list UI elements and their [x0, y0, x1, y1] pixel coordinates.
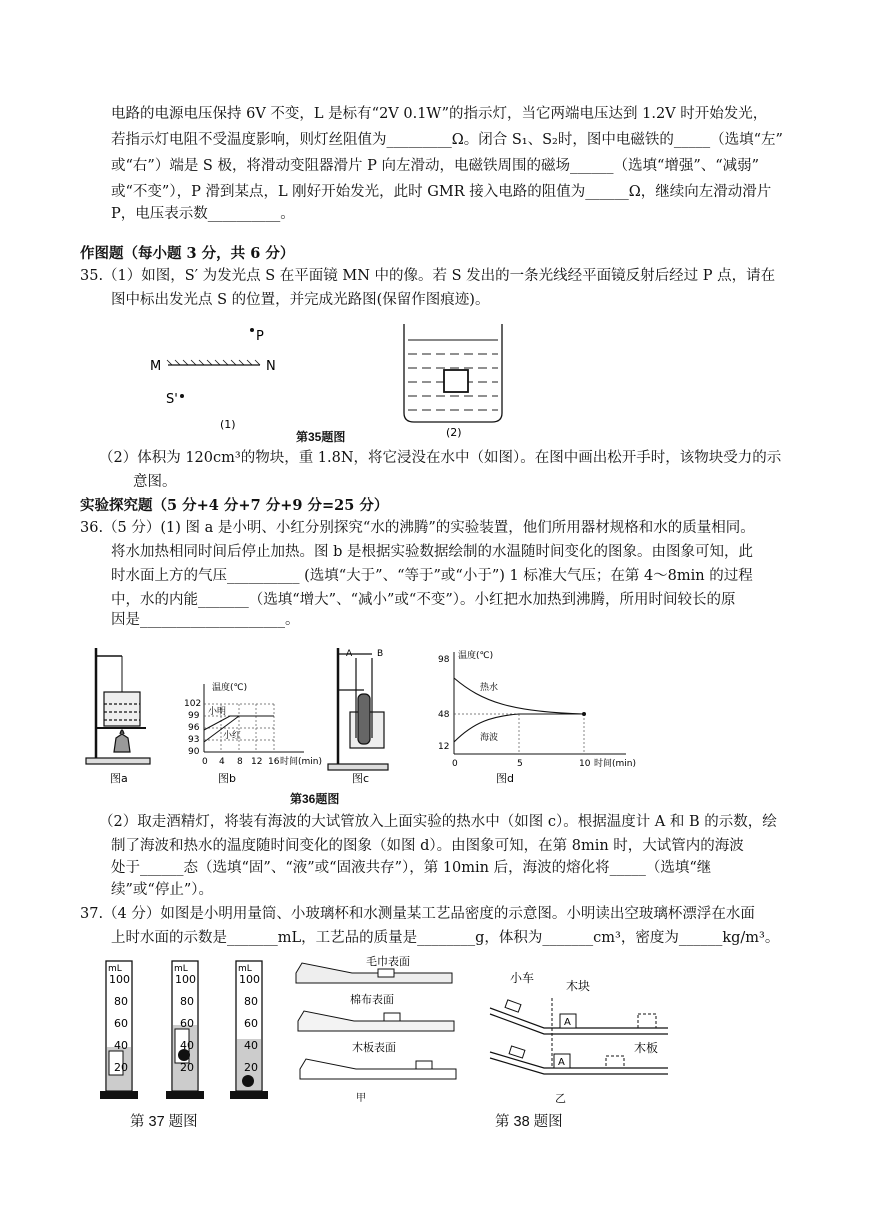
chart-d-ytick: 98 — [438, 655, 450, 665]
fig-c-label: 图c — [352, 772, 370, 785]
chart-d-ylabel: 温度(℃) — [458, 651, 494, 661]
chart-b-xtick: 16 — [268, 757, 280, 767]
thermometer-a-label: A — [346, 649, 353, 659]
svg-text:80: 80 — [114, 995, 128, 1008]
svg-text:80: 80 — [180, 995, 194, 1008]
svg-text:80: 80 — [244, 995, 258, 1008]
chart-b-ytick: 102 — [184, 699, 202, 709]
thermometer-b-label: B — [377, 649, 384, 659]
ramp-wood — [300, 1040, 456, 1079]
svg-text:40: 40 — [244, 1039, 258, 1052]
svg-text:棉布表面: 棉布表面 — [350, 993, 394, 1006]
svg-text:100: 100 — [109, 973, 130, 986]
section-drawing-heading: 作图题（每小题 3 分，共 6 分） — [80, 245, 295, 262]
svg-text:mL: mL — [238, 964, 252, 974]
svg-text:100: 100 — [239, 973, 260, 986]
fig35-1-label: (1) — [220, 418, 236, 431]
figure-38-jia — [292, 955, 472, 1105]
svg-text:60: 60 — [114, 1017, 128, 1030]
figure-37 — [96, 955, 286, 1115]
svg-text:40: 40 — [114, 1039, 128, 1052]
svg-text:40: 40 — [180, 1039, 194, 1052]
chart-d-xtick: 5 — [517, 759, 523, 769]
figure-36 — [82, 642, 642, 790]
image-s-label: S' — [166, 392, 178, 407]
section-experiment-heading: 实验探究题（5 分+4 分+7 分+9 分=25 分） — [80, 497, 389, 514]
car-label: 小车 — [510, 971, 535, 985]
chart-d — [438, 649, 636, 769]
fig35-2-label: (2) — [446, 426, 462, 439]
cylinder-1 — [100, 961, 138, 1099]
q36-line3: 时水面上方的气压__________ (选填“大于”、“等于”或“小于”) 1 标准大气压；在第 4～8min 的过程 — [111, 568, 753, 584]
chart-d-ytick: 12 — [438, 742, 450, 752]
chart-b-xlabel: 时间(min) — [280, 757, 322, 767]
svg-text:20: 20 — [114, 1061, 128, 1074]
chart-b-xtick: 12 — [251, 757, 263, 767]
fig38-jia-label: 甲 — [356, 1093, 366, 1104]
q37-line2: 上时水面的示数是_______mL，工艺品的质量是________g，体积为_______cm³，密度为______kg/m³。 — [111, 930, 780, 946]
chart-d-series-wave: 海波 — [480, 733, 499, 743]
mirror-n-label: N — [266, 359, 276, 374]
svg-text:mL: mL — [174, 964, 188, 974]
board-label: 木板 — [634, 1041, 659, 1055]
chart-b-series-hong: 小红 — [223, 731, 242, 741]
chart-d-ytick: 48 — [438, 710, 450, 720]
svg-text:A: A — [558, 1057, 565, 1068]
chart-d-series-hot: 热水 — [480, 683, 499, 693]
q36-line2: 将水加热相同时间后停止加热。图 b 是根据实验数据绘制的水温随时间变化的图象。由图象可知，此 — [111, 544, 753, 560]
q37-line1: 37.（4 分）如图是小明用量筒、小玻璃杯和水测量某工艺品密度的示意图。小明读出空玻璃杯漂浮在水面 — [80, 906, 755, 922]
svg-text:20: 20 — [180, 1061, 194, 1074]
fig38-yi-label: 乙 — [555, 1093, 566, 1105]
q35-part2-line2: 意图。 — [133, 474, 177, 490]
chart-b-ytick: 96 — [188, 723, 200, 733]
svg-text:60: 60 — [244, 1017, 258, 1030]
chart-d-xtick: 0 — [452, 759, 458, 769]
mirror-m-label: M — [150, 359, 162, 374]
q36-part2-line3: 处于______态（选填“固”、“液”或“固液共存”），第 10min 后，海波的熔化将_____（选填“继 — [111, 860, 712, 876]
fig38-caption: 第 38 题图 — [495, 1114, 563, 1130]
fig35-caption: 第35题图 — [296, 430, 346, 444]
q36-part2-line2: 制了海波和热水的温度随时间变化的图象（如图 d）。由图象可知，在第 8min 时，大试管内的海波 — [111, 838, 744, 854]
q36-line1: 36.（5 分）(1) 图 a 是小明、小红分别探究“水的沸腾”的实验装置，他们所用器材规格和水的质量相同。 — [80, 520, 755, 536]
q36-line5: 因是____________________。 — [111, 612, 300, 628]
cylinder-2 — [166, 961, 204, 1099]
chart-b-xtick: 0 — [202, 757, 208, 767]
q36-line4: 中，水的内能_______（选填“增大”、“减小”或“不变”）。小红把水加热到沸腾，所用时间较长的原 — [111, 592, 736, 608]
chart-b-xtick: 8 — [237, 757, 243, 767]
svg-text:20: 20 — [244, 1061, 258, 1074]
chart-b-ytick: 99 — [188, 711, 200, 721]
block-label: 木块 — [566, 979, 591, 993]
q36-part2-line1: （2）取走酒精灯，将装有海波的大试管放入上面实验的热水中（如图 c）。根据温度计 A 和 B 的示数，绘 — [99, 814, 777, 830]
q35-line1: 35.（1）如图，S′ 为发光点 S 在平面镜 MN 中的像。若 S 发出的一条光线经平面镜反射后经过 P 点，请在 — [80, 268, 776, 284]
chart-b-ytick: 93 — [188, 735, 200, 745]
q35-line2: 图中标出发光点 S 的位置，并完成光路图(保留作图痕迹)。 — [111, 292, 490, 308]
q34-line1: 电路的电源电压保持 6V 不变，L 是标有“2V 0.1W”的指示灯，当它两端电压达到 1.2V 时开始发光， — [111, 106, 768, 122]
q35-part2-line1: （2）体积为 120cm³的物块，重 1.8N，将它浸没在水中（如图）。在图中画出松开手时，该物块受力的示 — [99, 450, 782, 466]
cylinder-3 — [230, 961, 268, 1099]
ramp-cotton — [298, 992, 454, 1031]
chart-b-xtick: 4 — [219, 757, 225, 767]
svg-text:A: A — [564, 1017, 571, 1028]
point-p-label: P — [256, 329, 264, 344]
chart-d-xtick: 10 — [579, 759, 591, 769]
q34-line2: 若指示灯电阻不受温度影响，则灯丝阻值为_________Ω。闭合 S₁、S₂时，图中电磁铁的_____（选填“左” — [111, 132, 783, 148]
svg-text:毛巾表面: 毛巾表面 — [366, 955, 410, 968]
svg-text:60: 60 — [180, 1017, 194, 1030]
ramp-towel — [296, 955, 452, 983]
figure-35 — [140, 318, 520, 443]
fig-a-label: 图a — [110, 772, 128, 785]
q34-line3: 或“右”）端是 S 极，将滑动变阻器滑片 P 向左滑动，电磁铁周围的磁场______（选填“增强”、“减弱” — [111, 158, 760, 174]
fig36-caption: 第36题图 — [290, 792, 340, 806]
chart-b — [184, 681, 322, 767]
q36-part2-line4: 续”或“停止”）。 — [111, 882, 213, 898]
svg-text:mL: mL — [108, 964, 122, 974]
q34-line4: 或“不变”），P 滑到某点，L 刚好开始发光，此时 GMR 接入电路的阻值为______Ω，继续向左滑动滑片 — [111, 184, 772, 200]
chart-d-xlabel: 时间(min) — [594, 759, 636, 769]
figure-38-yi — [484, 968, 674, 1088]
chart-b-series-ming: 小明 — [208, 707, 227, 717]
fig-d-label: 图d — [496, 772, 514, 785]
chart-b-ytick: 90 — [188, 747, 200, 757]
svg-text:100: 100 — [175, 973, 196, 986]
fig37-caption: 第 37 题图 — [130, 1114, 198, 1130]
chart-b-ylabel: 温度(℃) — [212, 683, 248, 693]
fig-b-label: 图b — [218, 772, 236, 785]
svg-text:木板表面: 木板表面 — [352, 1041, 396, 1054]
q34-line5: P，电压表示数__________。 — [111, 206, 295, 222]
